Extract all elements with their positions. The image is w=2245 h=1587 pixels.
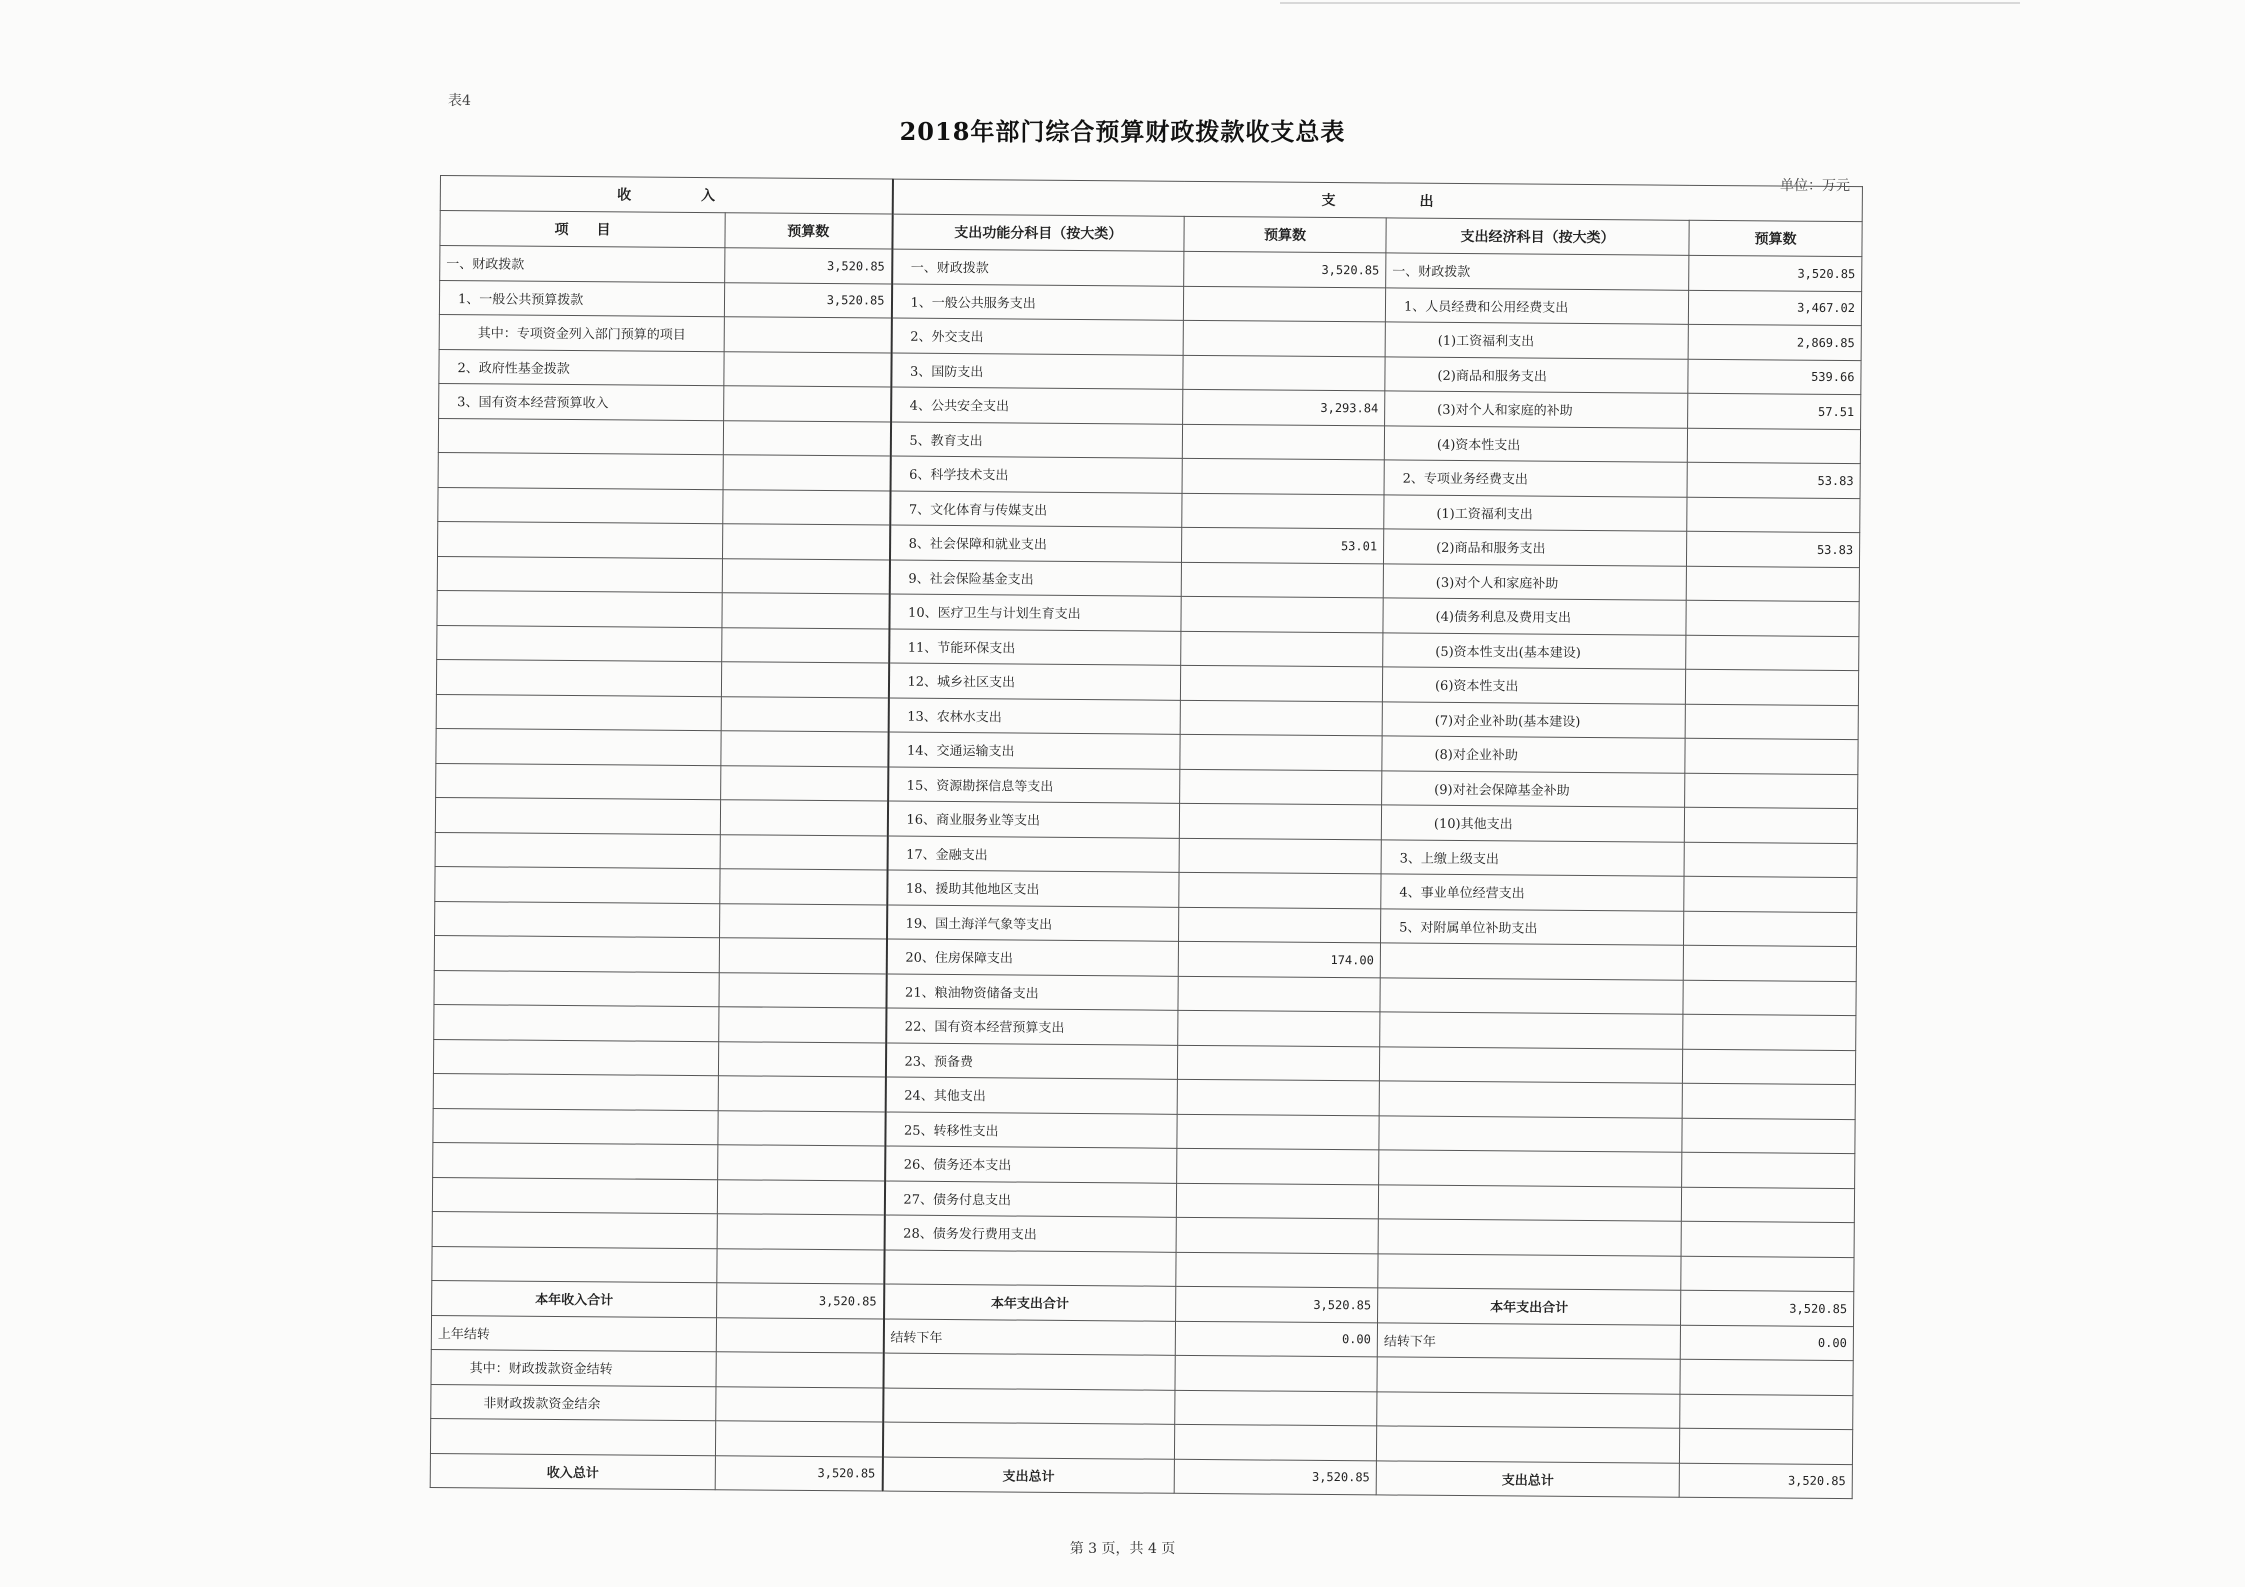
expense-header: 支 出 xyxy=(892,179,1862,222)
carry-economic-value: 0.00 xyxy=(1680,1325,1853,1361)
income-budget xyxy=(724,351,891,387)
income-item xyxy=(432,1246,717,1283)
function-item: 12、城乡社区支出 xyxy=(888,663,1180,700)
budget-table xyxy=(430,175,1863,1499)
carry-economic-item: 结转下年 xyxy=(1377,1322,1680,1359)
function-item: 26、债务还本支出 xyxy=(885,1146,1177,1183)
economic-budget xyxy=(1686,600,1859,636)
income-item xyxy=(434,1004,719,1041)
income-header: 收 入 xyxy=(440,176,892,215)
economic-item xyxy=(1378,1184,1681,1221)
function-item: 13、农林水支出 xyxy=(888,698,1180,735)
income-budget xyxy=(724,317,891,353)
income-item xyxy=(438,521,723,558)
function-budget xyxy=(1180,665,1382,701)
economic-item: (10)其他支出 xyxy=(1381,805,1684,842)
income-budget xyxy=(722,593,889,629)
economic-budget xyxy=(1683,945,1856,981)
economic-budget xyxy=(1682,1118,1855,1154)
economic-budget xyxy=(1685,738,1858,774)
income-budget-header: 预算数 xyxy=(725,213,892,249)
function-item: 17、金融支出 xyxy=(887,836,1179,873)
income-budget xyxy=(722,627,889,663)
function-item: 3、国防支出 xyxy=(891,353,1183,390)
function-item: 19、国土海洋气象等支出 xyxy=(887,905,1179,942)
function-item: 22、国有资本经营预算支出 xyxy=(886,1008,1178,1045)
economic-budget xyxy=(1684,842,1857,878)
function-item: 6、科学技术支出 xyxy=(890,456,1182,493)
function-item: 8、社会保障和就业支出 xyxy=(889,525,1181,562)
function-budget xyxy=(1182,458,1384,494)
income-item xyxy=(434,935,719,972)
function-budget xyxy=(1183,320,1385,356)
function-item: 14、交通运输支出 xyxy=(888,732,1180,769)
economic-item: (4)债务利息及费用支出 xyxy=(1383,598,1686,635)
economic-budget xyxy=(1681,1187,1854,1223)
table-body xyxy=(432,246,1862,1292)
income-item xyxy=(436,763,721,800)
income-item xyxy=(438,487,723,524)
economic-budget xyxy=(1681,1256,1854,1292)
income-budget xyxy=(719,1007,886,1043)
function-budget xyxy=(1178,976,1380,1012)
function-item: 20、住房保障支出 xyxy=(886,939,1178,976)
economic-budget xyxy=(1684,807,1857,843)
income-item: 其中：专项资金列入部门预算的项目 xyxy=(439,314,724,351)
income-item xyxy=(436,694,721,731)
income-item: 一、财政拨款 xyxy=(440,246,725,283)
economic-budget xyxy=(1683,911,1856,947)
economic-budget xyxy=(1682,1049,1855,1085)
function-budget xyxy=(1176,1217,1378,1253)
income-item xyxy=(432,1211,717,1248)
function-item: 23、预备费 xyxy=(885,1043,1177,1080)
function-item: 5、教育支出 xyxy=(890,422,1182,459)
income-budget xyxy=(721,765,888,801)
economic-item: 3、上缴上级支出 xyxy=(1381,839,1684,876)
income-budget xyxy=(723,455,890,491)
economic-item xyxy=(1379,1081,1682,1118)
economic-item xyxy=(1380,1012,1683,1049)
function-item: 28、债务发行费用支出 xyxy=(884,1215,1176,1252)
economic-item: (1)工资福利支出 xyxy=(1385,322,1688,359)
income-item xyxy=(437,556,722,593)
expense-total-label: 本年支出合计 xyxy=(884,1284,1176,1321)
economic-item: (3)对个人和家庭的补助 xyxy=(1385,391,1688,428)
economic-item: (6)资本性支出 xyxy=(1382,667,1685,704)
income-budget xyxy=(720,834,887,870)
income-budget xyxy=(723,420,890,456)
economic-budget xyxy=(1686,566,1859,602)
function-item: 15、资源勘探信息等支出 xyxy=(888,767,1180,804)
income-budget xyxy=(718,1076,885,1112)
function-item: 25、转移性支出 xyxy=(885,1112,1177,1149)
income-item xyxy=(435,797,720,834)
carry-income-item: 上年结转 xyxy=(431,1315,716,1352)
income-item xyxy=(438,452,723,489)
income-grand-value: 3,520.85 xyxy=(715,1455,882,1491)
economic-item: 一、财政拨款 xyxy=(1386,253,1689,290)
page-footer: 第 3 页，共 4 页 xyxy=(1069,1541,1176,1557)
income-item xyxy=(432,1177,717,1214)
income-budget xyxy=(717,1179,884,1215)
expense-grand-value: 3,520.85 xyxy=(1174,1459,1376,1495)
item-header: 项 目 xyxy=(440,211,725,248)
carry-income-item: 非财政拨款资金结余 xyxy=(431,1384,716,1421)
economic-budget: 3,520.85 xyxy=(1689,255,1862,291)
income-item: 2、政府性基金拨款 xyxy=(439,349,724,386)
carry-function-item: 结转下年 xyxy=(883,1319,1175,1356)
econ-total-value: 3,520.85 xyxy=(1681,1290,1854,1326)
function-budget xyxy=(1179,907,1381,943)
income-budget xyxy=(718,1110,885,1146)
economic-budget: 3,467.02 xyxy=(1688,290,1861,326)
function-budget xyxy=(1182,424,1384,460)
function-budget xyxy=(1181,631,1383,667)
function-item: 1、一般公共服务支出 xyxy=(891,284,1183,321)
carry-income-value xyxy=(716,1386,883,1422)
income-budget xyxy=(718,1041,885,1077)
carry-function-value xyxy=(1175,1355,1377,1391)
income-item xyxy=(433,1039,718,1076)
economic-item xyxy=(1378,1253,1681,1290)
function-item: 21、粮油物资储备支出 xyxy=(886,974,1178,1011)
income-budget xyxy=(717,1248,884,1284)
function-item: 27、债务付息支出 xyxy=(884,1181,1176,1218)
income-budget xyxy=(720,869,887,905)
carryover-section xyxy=(430,1315,1853,1464)
income-item xyxy=(437,625,722,662)
income-item xyxy=(435,901,720,938)
carry-income-item xyxy=(430,1418,715,1455)
economic-item: 4、事业单位经营支出 xyxy=(1381,874,1684,911)
function-budget xyxy=(1179,872,1381,908)
economic-budget xyxy=(1682,1152,1855,1188)
economic-budget xyxy=(1685,704,1858,740)
function-budget-header: 预算数 xyxy=(1184,216,1386,253)
income-item xyxy=(437,590,722,627)
income-budget: 3,520.85 xyxy=(724,282,891,318)
income-item xyxy=(435,832,720,869)
income-budget xyxy=(723,489,890,525)
economic-item: (5)资本性支出(基本建设) xyxy=(1383,632,1686,669)
income-grand-label: 收入总计 xyxy=(430,1453,715,1490)
function-item: 11、节能环保支出 xyxy=(889,629,1181,666)
income-budget xyxy=(721,731,888,767)
income-item xyxy=(436,659,721,696)
function-budget xyxy=(1183,355,1385,391)
econ-total-label: 本年支出合计 xyxy=(1378,1288,1681,1325)
economic-item xyxy=(1380,943,1683,980)
income-budget xyxy=(722,558,889,594)
income-item xyxy=(435,866,720,903)
function-budget: 174.00 xyxy=(1178,941,1380,977)
economic-item: (2)商品和服务支出 xyxy=(1383,529,1686,566)
page-title: 2018年部门综合预算财政拨款收支总表 xyxy=(899,117,1346,146)
function-budget xyxy=(1179,803,1381,839)
economic-budget xyxy=(1687,428,1860,464)
economic-budget xyxy=(1683,1014,1856,1050)
economic-budget xyxy=(1685,669,1858,705)
income-item xyxy=(433,1073,718,1110)
function-budget xyxy=(1181,562,1383,598)
carry-function-value xyxy=(1175,1390,1377,1426)
economic-item: (2)商品和服务支出 xyxy=(1385,356,1688,393)
carry-economic-item xyxy=(1376,1426,1679,1463)
function-budget xyxy=(1181,596,1383,632)
carry-income-item: 其中：财政拨款资金结转 xyxy=(431,1349,716,1386)
income-item xyxy=(434,970,719,1007)
carry-income-value xyxy=(716,1352,883,1388)
function-budget xyxy=(1176,1252,1378,1288)
income-item xyxy=(436,728,721,765)
economic-item: (9)对社会保障基金补助 xyxy=(1382,770,1685,807)
carry-income-value xyxy=(716,1317,883,1353)
carry-income-value xyxy=(715,1421,882,1457)
function-item: 4、公共安全支出 xyxy=(891,387,1183,424)
economic-budget: 57.51 xyxy=(1688,393,1861,429)
function-budget: 3,520.85 xyxy=(1184,251,1386,287)
economic-item: (3)对个人和家庭补助 xyxy=(1383,563,1686,600)
function-budget xyxy=(1177,1148,1379,1184)
econ-grand-label: 支出总计 xyxy=(1376,1460,1679,1497)
income-item: 1、一般公共预算拨款 xyxy=(439,280,724,317)
economic-budget-header: 预算数 xyxy=(1689,220,1862,256)
carry-economic-item xyxy=(1377,1391,1680,1428)
function-budget xyxy=(1177,1079,1379,1115)
economic-budget xyxy=(1681,1221,1854,1257)
function-budget: 3,293.84 xyxy=(1183,389,1385,425)
economic-item: (1)工资福利支出 xyxy=(1384,494,1687,531)
income-budget xyxy=(718,1145,885,1181)
function-budget xyxy=(1183,286,1385,322)
income-budget xyxy=(724,386,891,422)
function-budget xyxy=(1178,1010,1380,1046)
function-budget xyxy=(1176,1183,1378,1219)
economic-class-header: 支出经济科目（按大类） xyxy=(1386,218,1689,255)
function-budget xyxy=(1180,769,1382,805)
carry-economic-value xyxy=(1680,1359,1853,1395)
economic-item: 1、人员经费和公用经费支出 xyxy=(1385,287,1688,324)
function-budget xyxy=(1180,734,1382,770)
income-item xyxy=(433,1108,718,1145)
function-item: 9、社会保险基金支出 xyxy=(889,560,1181,597)
scan-artifact xyxy=(1280,2,2020,4)
economic-budget xyxy=(1682,1083,1855,1119)
carry-function-value: 0.00 xyxy=(1175,1321,1377,1357)
economic-budget: 53.83 xyxy=(1687,462,1860,498)
income-item: 3、国有资本经营预算收入 xyxy=(439,383,724,420)
carry-economic-item xyxy=(1377,1357,1680,1394)
carry-function-value xyxy=(1174,1424,1376,1460)
income-budget xyxy=(721,662,888,698)
function-item: 10、医疗卫生与计划生育支出 xyxy=(889,594,1181,631)
function-item: 7、文化体育与传媒支出 xyxy=(890,491,1182,528)
economic-item xyxy=(1379,1150,1682,1187)
carry-economic-value xyxy=(1680,1394,1853,1430)
carry-function-item xyxy=(882,1422,1174,1459)
economic-budget: 53.83 xyxy=(1686,531,1859,567)
unit-label: 单位：万元 xyxy=(1780,178,1850,194)
carry-economic-value xyxy=(1679,1428,1852,1464)
income-budget xyxy=(720,903,887,939)
function-budget xyxy=(1179,838,1381,874)
function-item: 2、外交支出 xyxy=(891,318,1183,355)
economic-budget xyxy=(1685,773,1858,809)
income-budget xyxy=(721,696,888,732)
function-budget xyxy=(1182,493,1384,529)
function-item xyxy=(884,1250,1176,1287)
economic-budget xyxy=(1684,876,1857,912)
expense-grand-label: 支出总计 xyxy=(882,1457,1174,1494)
income-budget xyxy=(719,972,886,1008)
income-budget xyxy=(717,1214,884,1250)
economic-budget: 539.66 xyxy=(1688,359,1861,395)
table-number: 表4 xyxy=(448,93,471,109)
economic-item xyxy=(1378,1219,1681,1256)
function-budget: 53.01 xyxy=(1181,527,1383,563)
economic-budget: 2,869.85 xyxy=(1688,324,1861,360)
income-item xyxy=(433,1142,718,1179)
function-item: 16、商业服务业等支出 xyxy=(887,801,1179,838)
function-budget xyxy=(1180,700,1382,736)
income-total-label: 本年收入合计 xyxy=(432,1280,717,1317)
function-item: 一、财政拨款 xyxy=(892,249,1184,286)
carry-function-item xyxy=(883,1388,1175,1425)
economic-item xyxy=(1380,977,1683,1014)
econ-grand-value: 3,520.85 xyxy=(1679,1463,1852,1499)
economic-item: 2、专项业务经费支出 xyxy=(1384,460,1687,497)
function-item: 18、援助其他地区支出 xyxy=(887,870,1179,907)
budget-table-sheet xyxy=(430,175,1862,1489)
economic-item xyxy=(1379,1115,1682,1152)
economic-item: 5、对附属单位补助支出 xyxy=(1380,908,1683,945)
income-budget: 3,520.85 xyxy=(725,248,892,284)
income-budget xyxy=(720,800,887,836)
income-budget xyxy=(722,524,889,560)
carry-function-item xyxy=(883,1353,1175,1390)
expense-total-value: 3,520.85 xyxy=(1176,1286,1378,1322)
income-total-value: 3,520.85 xyxy=(717,1283,884,1319)
economic-budget xyxy=(1683,980,1856,1016)
economic-item xyxy=(1379,1046,1682,1083)
economic-item: (8)对企业补助 xyxy=(1382,736,1685,773)
function-item: 24、其他支出 xyxy=(885,1077,1177,1114)
economic-item: (4)资本性支出 xyxy=(1384,425,1687,462)
economic-budget xyxy=(1686,635,1859,671)
function-class-header: 支出功能分科目（按大类） xyxy=(892,214,1184,251)
economic-budget xyxy=(1687,497,1860,533)
income-item xyxy=(438,418,723,455)
economic-item: (7)对企业补助(基本建设) xyxy=(1382,701,1685,738)
function-budget xyxy=(1177,1045,1379,1081)
income-budget xyxy=(719,938,886,974)
function-budget xyxy=(1177,1114,1379,1150)
